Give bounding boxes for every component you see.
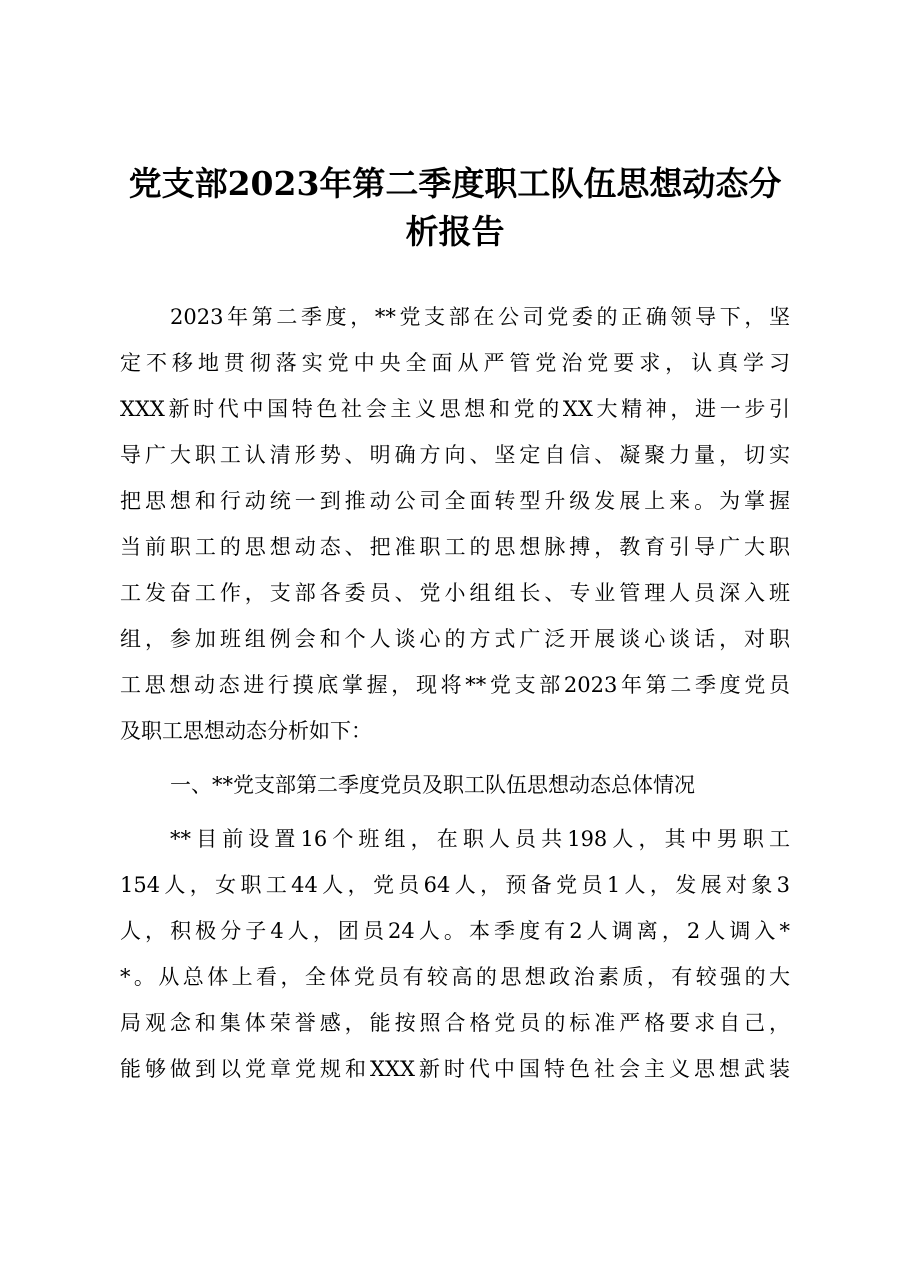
paragraph-1-line-5: 把思想和行动统一到推动公司全面转型升级发展上来。为掌握 [120,489,790,513]
title-line-1: 党支部2023年第二季度职工队伍思想动态分 [128,164,782,203]
paragraph-1-line-6: 当前职工的思想动态、把准职工的思想脉搏，教育引导广大职 [120,535,790,559]
paragraph-1-line-10: 及职工思想动态分析如下： [120,719,372,743]
paragraph-1-line-9: 工思想动态进行摸底掌握，现将**党支部2023年第二季度党员 [120,673,790,697]
paragraph-1-line-8: 组，参加班组例会和个人谈心的方式广泛开展谈心谈话，对职 [120,627,790,651]
paragraph-3-line-5: 局观念和集体荣誉感，能按照合格党员的标准严格要求自己， [120,1011,790,1035]
section-heading-1: 一、**党支部第二季度党员及职工队伍思想动态总体情况 [170,773,695,797]
paragraph-1-line-3: XXX新时代中国特色社会主义思想和党的XX大精神，进一步引 [120,397,790,421]
paragraph-3-line-1: **目前设置16个班组，在职人员共198人，其中男职工 [170,827,790,851]
paragraph-3-line-3: 人，积极分子4人，团员24人。本季度有2人调离，2人调入* [120,919,790,943]
paragraph-3-line-4: *。从总体上看，全体党员有较高的思想政治素质，有较强的大 [120,965,790,989]
paragraph-3-line-2: 154人，女职工44人，党员64人，预备党员1人，发展对象3 [120,873,790,897]
paragraph-1-line-7: 工发奋工作，支部各委员、党小组组长、专业管理人员深入班 [120,581,790,605]
paragraph-3-line-6: 能够做到以党章党规和XXX新时代中国特色社会主义思想武装 [120,1057,790,1081]
paragraph-1-line-4: 导广大职工认清形势、明确方向、坚定自信、凝聚力量，切实 [120,443,790,467]
paragraph-1-line-2: 定不移地贯彻落实党中央全面从严管党治党要求，认真学习 [120,351,790,375]
title-line-2: 析报告 [405,212,505,251]
paragraph-1-line-1: 2023年第二季度，**党支部在公司党委的正确领导下，坚 [170,305,790,329]
